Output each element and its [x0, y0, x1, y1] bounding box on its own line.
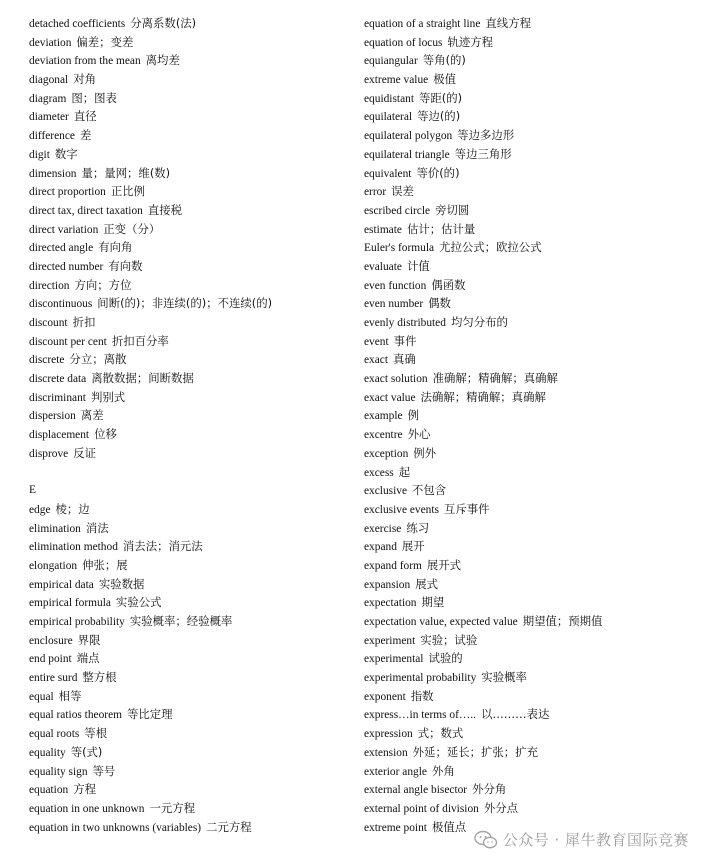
- watermark-text: 公众号 · 犀牛教育国际竞赛: [502, 831, 689, 849]
- entry-translation: 均匀分布的: [450, 315, 508, 329]
- glossary-entry: [364, 575, 700, 594]
- entry-translation: 期望: [421, 595, 445, 610]
- glossary-entry: [364, 332, 700, 351]
- glossary-entry: [29, 631, 349, 650]
- glossary-entry: [364, 799, 700, 818]
- entry-term: even function: [364, 279, 427, 292]
- glossary-entry: [364, 593, 700, 612]
- entry-translation: 等根: [84, 726, 108, 741]
- entry-translation: 展开: [401, 539, 425, 554]
- glossary-entry: [29, 500, 349, 519]
- entry-translation: 离散数据；间断数据: [91, 371, 194, 386]
- glossary-entry: [364, 406, 700, 425]
- entry-term: extreme point: [364, 821, 427, 834]
- glossary-entry: [29, 126, 349, 145]
- entry-term: even number: [364, 298, 424, 311]
- glossary-entry: [29, 313, 349, 332]
- glossary-entry: [364, 14, 700, 33]
- entry-translation: 直径: [73, 109, 97, 124]
- glossary-entry: [29, 238, 349, 257]
- entry-term: exact solution: [364, 373, 428, 386]
- glossary-entry: [364, 369, 700, 388]
- entry-translation: 等比定理: [127, 707, 173, 722]
- entry-translation: 折扣百分率: [111, 333, 169, 348]
- entry-term: Euler's formula: [364, 242, 435, 255]
- entry-term: equality sign: [29, 765, 88, 778]
- glossary-entry: [364, 238, 700, 257]
- entry-term: direction: [29, 279, 70, 292]
- entry-term: extreme value: [364, 74, 429, 87]
- glossary-entry: [29, 724, 349, 743]
- glossary-entry: [364, 780, 700, 799]
- glossary-entry: [29, 743, 349, 762]
- entry-translation: 位移: [94, 427, 117, 442]
- entry-translation: 消法: [85, 520, 109, 535]
- entry-term: escribed circle: [364, 204, 431, 217]
- entry-translation: 数字: [54, 146, 78, 161]
- glossary-entry: [29, 818, 349, 837]
- entry-term: direct proportion: [29, 186, 106, 199]
- entry-term: empirical data: [29, 578, 94, 591]
- entry-translation: 外分点: [483, 800, 519, 815]
- glossary-entry: [364, 762, 700, 781]
- glossary-entry: [29, 780, 349, 799]
- entry-term: displacement: [29, 429, 90, 442]
- entry-term: directed angle: [29, 242, 94, 255]
- entry-term: discrete: [29, 354, 65, 367]
- glossary-entry: [29, 369, 349, 388]
- glossary-entry: [364, 201, 700, 220]
- entry-term: equilateral: [364, 111, 413, 124]
- entry-term: equation of a straight line: [364, 18, 481, 30]
- glossary-entry: [364, 388, 700, 407]
- entry-term: equidistant: [364, 92, 414, 105]
- entry-translation: 判别式: [90, 389, 126, 404]
- glossary-entry: [364, 89, 700, 108]
- entry-term: diagonal: [29, 74, 69, 87]
- entry-term: exponent: [364, 690, 406, 703]
- entry-translation: 计值: [406, 258, 430, 273]
- entry-translation: 真确: [393, 352, 416, 367]
- entry-term: exact value: [364, 391, 416, 404]
- entry-term: diameter: [29, 111, 69, 124]
- glossary-entry: [364, 444, 700, 463]
- glossary-entry: [364, 313, 700, 332]
- entry-term: equal roots: [29, 728, 80, 741]
- entry-translation: 间断(的)；非连续(的)；不连续(的): [97, 296, 273, 311]
- entry-term: expand form: [364, 559, 422, 572]
- glossary-entry: [29, 350, 349, 369]
- entry-translation: 消去法；消元法: [122, 539, 203, 554]
- entry-translation: 起: [398, 464, 411, 479]
- entry-translation: 端点: [76, 651, 100, 666]
- entry-term: expectation: [364, 597, 417, 610]
- entry-translation: 展开式: [426, 557, 462, 572]
- glossary-entry: [29, 612, 349, 631]
- glossary-entry: [364, 687, 700, 706]
- entry-term: exact: [364, 354, 389, 367]
- entry-term: expression: [364, 728, 413, 741]
- glossary-entry: [29, 89, 349, 108]
- glossary-entry: [29, 668, 349, 687]
- entry-translation: 估计；估计量: [406, 221, 476, 236]
- entry-term: equation in two unknowns (variables): [29, 821, 202, 834]
- glossary-entry: [364, 33, 700, 52]
- entry-term: discontinuous: [29, 298, 93, 311]
- entry-translation: 实验概率: [481, 670, 527, 685]
- entry-translation: 等边三角形: [454, 146, 512, 161]
- entry-term: experiment: [364, 634, 416, 647]
- watermark: [474, 829, 689, 850]
- entry-term: dispersion: [29, 410, 76, 423]
- entry-term: deviation: [29, 36, 72, 49]
- entry-translation: 偏差；变差: [76, 34, 134, 49]
- glossary-entry: [29, 332, 349, 351]
- entry-translation: 外心: [407, 427, 431, 442]
- glossary-entry: [29, 220, 349, 239]
- entry-term: detached coefficients: [29, 18, 126, 30]
- entry-translation: 展式: [415, 576, 438, 591]
- glossary-entry: [364, 724, 700, 743]
- glossary-entry: [364, 668, 700, 687]
- entry-translation: 不包含: [412, 483, 447, 498]
- entry-term: exercise: [364, 522, 402, 535]
- entry-translation: 差: [79, 128, 92, 143]
- entry-translation: 方程: [73, 782, 97, 797]
- glossary-entry: [364, 220, 700, 239]
- entry-translation: 有向角: [98, 240, 133, 255]
- entry-translation: 等边(的): [417, 109, 461, 124]
- entry-term: expansion: [364, 578, 411, 591]
- glossary-entry: [364, 257, 700, 276]
- entry-translation: 等角(的): [422, 53, 466, 68]
- glossary-entry: [29, 575, 349, 594]
- entry-translation: 图；图表: [71, 90, 117, 105]
- entry-translation: 实验数据: [98, 576, 145, 591]
- entry-translation: 等(式): [70, 744, 103, 759]
- entry-term: difference: [29, 130, 75, 143]
- entry-translation: 界限: [77, 632, 101, 647]
- entry-term: exterior angle: [364, 765, 427, 778]
- entry-term: digit: [29, 148, 50, 161]
- entry-translation: 分立；离散: [69, 352, 127, 367]
- glossary-entry: [29, 425, 349, 444]
- entry-translation: 实验公式: [115, 595, 162, 610]
- entry-translation: 离差: [80, 408, 104, 423]
- glossary-entry: [364, 182, 700, 201]
- entry-translation: 准确解；精确解；真确解: [432, 371, 558, 386]
- entry-term: extension: [364, 746, 408, 759]
- glossary-entry: [364, 70, 700, 89]
- entry-translation: 有向数: [108, 258, 143, 273]
- glossary-entry: [29, 687, 349, 706]
- glossary-entry: [364, 276, 700, 295]
- glossary-entry: [29, 70, 349, 89]
- glossary-entry: [29, 406, 349, 425]
- entry-translation: 实验概率；经验概率: [129, 614, 233, 628]
- entry-term: external point of division: [364, 802, 479, 815]
- entry-term: equiangular: [364, 55, 418, 68]
- entry-term: exception: [364, 447, 409, 460]
- entry-term: discount: [29, 317, 68, 329]
- entry-translation: 极值: [433, 72, 456, 87]
- glossary-entry: [29, 444, 349, 463]
- glossary-entry: [364, 537, 700, 556]
- entry-translation: 例: [407, 408, 419, 423]
- glossary-entry: [29, 388, 349, 407]
- glossary-entry: [364, 164, 700, 183]
- glossary-entry: [364, 500, 700, 519]
- glossary-entry: [29, 519, 349, 538]
- entry-translation: 互斥事件: [443, 501, 490, 516]
- entry-translation: 分离系数(法): [130, 16, 197, 30]
- glossary-entry: [29, 107, 349, 126]
- entry-translation: 轨迹方程: [447, 34, 494, 49]
- glossary-entry: [364, 631, 700, 650]
- entry-translation: 事件: [393, 333, 417, 348]
- entry-term: exclusive events: [364, 503, 439, 516]
- section-spacer: [29, 463, 349, 482]
- glossary-entry: [29, 14, 349, 33]
- glossary-entry: [29, 649, 349, 668]
- entry-term: equality: [29, 746, 66, 759]
- glossary-entry: [364, 649, 700, 668]
- entry-term: enclosure: [29, 634, 73, 647]
- entry-term: elimination: [29, 522, 81, 535]
- entry-translation: 外角: [431, 763, 455, 778]
- entry-term: end point: [29, 653, 72, 666]
- entry-term: exclusive: [364, 485, 408, 498]
- glossary-entry: [29, 164, 349, 183]
- entry-term: excentre: [364, 429, 403, 442]
- left-column: [29, 14, 349, 836]
- entry-translation: 极值点: [431, 819, 467, 834]
- entry-term: discriminant: [29, 391, 86, 404]
- entry-translation: 离均差: [145, 53, 180, 68]
- glossary-entry: [364, 463, 700, 482]
- entry-term: evenly distributed: [364, 317, 446, 329]
- entry-term: excess: [364, 466, 394, 479]
- entry-term: equation of locus: [364, 36, 443, 49]
- glossary-entry: [29, 257, 349, 276]
- entry-term: expectation value, expected value: [364, 616, 518, 628]
- entry-term: event: [364, 335, 389, 348]
- entry-term: direct variation: [29, 223, 99, 236]
- glossary-entry: [364, 743, 700, 762]
- entry-term: diagram: [29, 92, 67, 105]
- entry-term: disprove: [29, 447, 69, 460]
- entry-term: equation: [29, 784, 69, 797]
- entry-term: entire surd: [29, 672, 78, 685]
- entry-translation: 棱；边: [55, 501, 90, 516]
- glossary-entry: [364, 51, 700, 70]
- entry-term: equal ratios theorem: [29, 709, 122, 722]
- glossary-entry: [29, 182, 349, 201]
- entry-translation: 外延；延长；扩张；扩充: [412, 744, 538, 759]
- entry-term: deviation from the mean: [29, 55, 141, 68]
- entry-term: discrete data: [29, 373, 87, 386]
- glossary-entry: [29, 201, 349, 220]
- entry-translation: 量；量网；维(数): [81, 165, 171, 180]
- glossary-entry: [364, 481, 700, 500]
- entry-term: empirical probability: [29, 616, 125, 628]
- entry-term: dimension: [29, 167, 77, 180]
- entry-translation: 反证: [73, 445, 97, 460]
- entry-term: express…in terms of…..: [364, 709, 476, 722]
- entry-translation: 等距(的): [418, 90, 463, 105]
- entry-translation: 伸张；展: [82, 557, 128, 572]
- glossary-entry: [364, 612, 700, 631]
- glossary-entry: [364, 145, 700, 164]
- entry-translation: 误差: [391, 184, 414, 199]
- glossary-entry: [29, 556, 349, 575]
- entry-term: estimate: [364, 223, 402, 236]
- glossary-entry: [29, 145, 349, 164]
- glossary-entry: [364, 425, 700, 444]
- entry-translation: 直线方程: [485, 16, 531, 30]
- entry-translation: 试验的: [428, 651, 463, 666]
- section-letter: E: [29, 484, 36, 497]
- entry-term: equilateral triangle: [364, 148, 450, 161]
- entry-translation: 式；数式: [417, 726, 464, 741]
- entry-term: equation in one unknown: [29, 802, 145, 815]
- glossary-entry: [364, 107, 700, 126]
- glossary-entry: [29, 593, 349, 612]
- glossary-entry: [29, 537, 349, 556]
- entry-translation: 偶数: [428, 296, 451, 311]
- entry-translation: 指数: [410, 688, 434, 703]
- glossary-entry: [364, 705, 700, 724]
- entry-term: experimental: [364, 653, 424, 666]
- entry-term: discount per cent: [29, 335, 107, 348]
- entry-translation: 旁切圆: [435, 202, 470, 217]
- entry-term: elongation: [29, 559, 78, 572]
- entry-translation: 等价(的): [416, 165, 460, 180]
- entry-translation: 例外: [413, 445, 437, 460]
- right-column: [364, 14, 700, 836]
- entry-translation: 偶函数: [431, 277, 466, 292]
- entry-translation: 一元方程: [149, 800, 196, 815]
- entry-translation: 二元方程: [206, 819, 252, 834]
- entry-translation: 直接税: [147, 202, 183, 217]
- entry-term: evaluate: [364, 260, 402, 273]
- glossary-entry: [29, 705, 349, 724]
- entry-translation: 方向；方位: [74, 277, 132, 292]
- entry-translation: 等边多边形: [457, 128, 515, 143]
- glossary-entry: [364, 350, 700, 369]
- entry-translation: 外分角: [472, 782, 507, 797]
- entry-translation: 法确解；精确解；真确解: [420, 389, 546, 404]
- wechat-icon: [474, 830, 498, 850]
- entry-term: elimination method: [29, 541, 118, 554]
- entry-term: directed number: [29, 260, 104, 273]
- entry-translation: 正比例: [110, 184, 146, 199]
- entry-translation: 实验；试验: [420, 632, 478, 647]
- glossary-entry: [29, 276, 349, 295]
- entry-term: example: [364, 410, 403, 423]
- entry-translation: 以………表达: [481, 707, 550, 722]
- glossary-entry: [364, 556, 700, 575]
- entry-term: equilateral polygon: [364, 130, 453, 143]
- entry-term: equal: [29, 690, 54, 703]
- glossary-entry: [29, 51, 349, 70]
- entry-term: equivalent: [364, 167, 412, 180]
- glossary-entry: [29, 799, 349, 818]
- entry-translation: 等号: [92, 763, 116, 778]
- glossary-entry: [364, 126, 700, 145]
- glossary-entry: [364, 294, 700, 313]
- entry-term: direct tax, direct taxation: [29, 204, 143, 217]
- glossary-entry: [29, 294, 349, 313]
- entry-translation: 正变（分）: [103, 221, 161, 236]
- entry-term: empirical formula: [29, 597, 111, 610]
- entry-term: edge: [29, 503, 51, 516]
- entry-translation: 折扣: [72, 315, 96, 329]
- entry-term: experimental probability: [364, 672, 477, 685]
- entry-term: expand: [364, 541, 397, 554]
- entry-term: error: [364, 186, 387, 199]
- entry-translation: 对角: [73, 72, 97, 87]
- glossary-entry: [29, 762, 349, 781]
- entry-translation: 尤拉公式；欧拉公式: [439, 240, 542, 255]
- glossary-entry: [364, 519, 700, 538]
- entry-translation: 期望值；预期值: [522, 614, 603, 628]
- glossary-entry: [29, 33, 349, 52]
- entry-translation: 练习: [406, 520, 430, 535]
- entry-translation: 整方根: [82, 670, 117, 685]
- entry-term: external angle bisector: [364, 784, 468, 797]
- entry-translation: 相等: [58, 688, 82, 703]
